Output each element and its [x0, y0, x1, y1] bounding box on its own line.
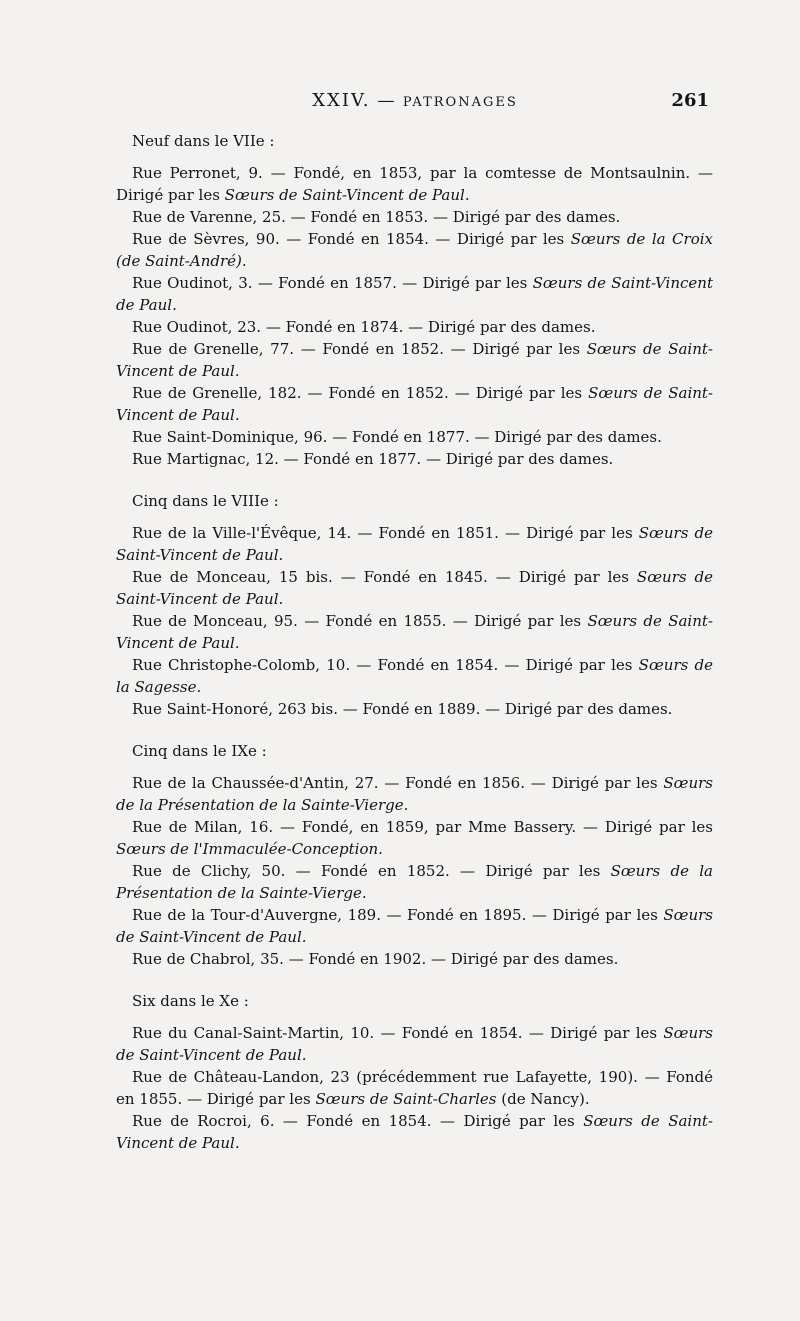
entry-text: Rue Saint-Honoré, 263 bis. — Fondé en 1889. — Dirigé par des dames.	[132, 700, 673, 718]
patronage-entry	[116, 272, 713, 316]
page-body	[116, 130, 713, 1174]
entry-text: Rue Oudinot, 23. — Fondé en 1874. — Dirigé par des dames.	[132, 318, 596, 336]
entry-director: Sœurs de Saint-Vincent de Paul.	[116, 384, 713, 424]
entry-text: Rue du Canal-Saint-Martin, 10. — Fondé en 1854. — Dirigé par les	[132, 1024, 664, 1042]
section-heading: Six dans le Xe :	[132, 992, 249, 1010]
patronage-entry	[116, 382, 713, 426]
section	[116, 130, 713, 470]
patronage-entry	[116, 338, 713, 382]
patronage-entry	[116, 816, 713, 860]
entry-text: Rue de Clichy, 50. — Fondé en 1852. — Dirigé par les	[132, 862, 611, 880]
section	[116, 490, 713, 720]
section-heading: Neuf dans le VIIe :	[132, 132, 275, 150]
patronage-entry	[116, 698, 713, 720]
entry-text: Rue de Chabrol, 35. — Fondé en 1902. — Dirigé par des dames.	[132, 950, 619, 968]
entry-director: Sœurs de Saint-Vincent de Paul.	[224, 186, 470, 204]
patronage-entry	[116, 162, 713, 206]
patronage-entry	[116, 566, 713, 610]
entry-text: Rue Martignac, 12. — Fondé en 1877. — Dirigé par des dames.	[132, 450, 614, 468]
entry-director: Sœurs de la Présentation de la Sainte-Vierge.	[116, 862, 713, 902]
entry-text: Rue de la Tour-d'Auvergne, 189. — Fondé en 1895. — Dirigé par les	[132, 906, 664, 924]
patronage-entry	[116, 1066, 713, 1110]
entry-director: Sœurs de Saint-Vincent de Paul.	[116, 568, 713, 608]
section-title: PATRONAGES	[402, 95, 518, 110]
entry-director: Sœurs de la Croix (de Saint-André).	[116, 230, 713, 270]
entry-director: Sœurs de Saint-Vincent de Paul.	[116, 274, 713, 314]
section	[116, 740, 713, 970]
entry-director: Sœurs de Saint-Vincent de Paul.	[116, 524, 713, 564]
entry-text: Rue de Grenelle, 182. — Fondé en 1852. — Dirigé par les	[132, 384, 589, 402]
entry-director: Sœurs de l'Immaculée-Conception.	[116, 840, 383, 858]
entry-tail: (de Nancy).	[496, 1090, 590, 1108]
entry-director: Sœurs de la Sagesse.	[116, 656, 714, 696]
patronage-entry	[116, 522, 713, 566]
header-separator: —	[377, 91, 396, 111]
patronage-entry	[116, 448, 713, 470]
page-number: 261	[671, 90, 709, 111]
entry-director: Sœurs de Saint-Vincent de Paul.	[116, 1112, 713, 1152]
entry-text: Rue Oudinot, 3. — Fondé en 1857. — Dirigé par les	[132, 274, 533, 292]
patronage-entry	[116, 904, 713, 948]
patronage-entry	[116, 948, 713, 970]
patronage-entry	[116, 772, 713, 816]
entry-text: Rue Saint-Dominique, 96. — Fondé en 1877. — Dirigé par des dames.	[132, 428, 662, 446]
entry-director: Sœurs de la Présentation de la Sainte-Vierge.	[116, 774, 713, 814]
entry-text: Rue de la Chaussée-d'Antin, 27. — Fondé en 1856. — Dirigé par les	[132, 774, 664, 792]
entry-text: Rue de Sèvres, 90. — Fondé en 1854. — Dirigé par les	[132, 230, 571, 248]
entry-text: Rue de Grenelle, 77. — Fondé en 1852. — Dirigé par les	[132, 340, 587, 358]
entry-text: Rue de Château-Landon, 23 (précédemment rue Lafayette, 190). — Fondé en 1855. — Dirigé par les	[116, 1068, 713, 1108]
entry-text: Rue Perronet, 9. — Fondé, en 1853, par la comtesse de Montsaulnin. — Dirigé par les	[116, 164, 713, 204]
entry-director: Sœurs de Saint-Charles	[315, 1090, 497, 1108]
entry-text: Rue Christophe-Colomb, 10. — Fondé en 1854. — Dirigé par les	[132, 656, 639, 674]
patronage-entry	[116, 228, 713, 272]
entry-director: Sœurs de Saint-Vincent de Paul.	[116, 340, 713, 380]
section-heading: Cinq dans le IXe :	[132, 742, 267, 760]
running-title	[115, 90, 715, 111]
section-heading: Cinq dans le VIIIe :	[132, 492, 279, 510]
entry-director: Sœurs de Saint-Vincent de Paul.	[116, 906, 713, 946]
patronage-entry	[116, 1110, 713, 1154]
entry-director: Sœurs de Saint-Vincent de Paul.	[116, 612, 713, 652]
patronage-entry	[116, 316, 713, 338]
patronage-entry	[116, 1022, 713, 1066]
chapter-number: XXIV.	[312, 90, 371, 111]
patronage-entry	[116, 610, 713, 654]
patronage-entry	[116, 860, 713, 904]
entry-text: Rue de la Ville-l'Évêque, 14. — Fondé en 1851. — Dirigé par les	[132, 524, 639, 542]
patronage-entry	[116, 654, 713, 698]
entry-director: Sœurs de Saint-Vincent de Paul.	[116, 1024, 713, 1064]
patronage-entry	[116, 206, 713, 228]
entry-text: Rue de Monceau, 95. — Fondé en 1855. — Dirigé par les	[132, 612, 588, 630]
entry-text: Rue de Rocroi, 6. — Fondé en 1854. — Dirigé par les	[132, 1112, 584, 1130]
section	[116, 990, 713, 1154]
entry-text: Rue de Monceau, 15 bis. — Fondé en 1845. — Dirigé par les	[132, 568, 637, 586]
page-header	[115, 90, 715, 118]
patronage-entry	[116, 426, 713, 448]
entry-text: Rue de Milan, 16. — Fondé, en 1859, par Mme Bassery. — Dirigé par les	[132, 818, 713, 836]
entry-text: Rue de Varenne, 25. — Fondé en 1853. — Dirigé par des dames.	[132, 208, 621, 226]
